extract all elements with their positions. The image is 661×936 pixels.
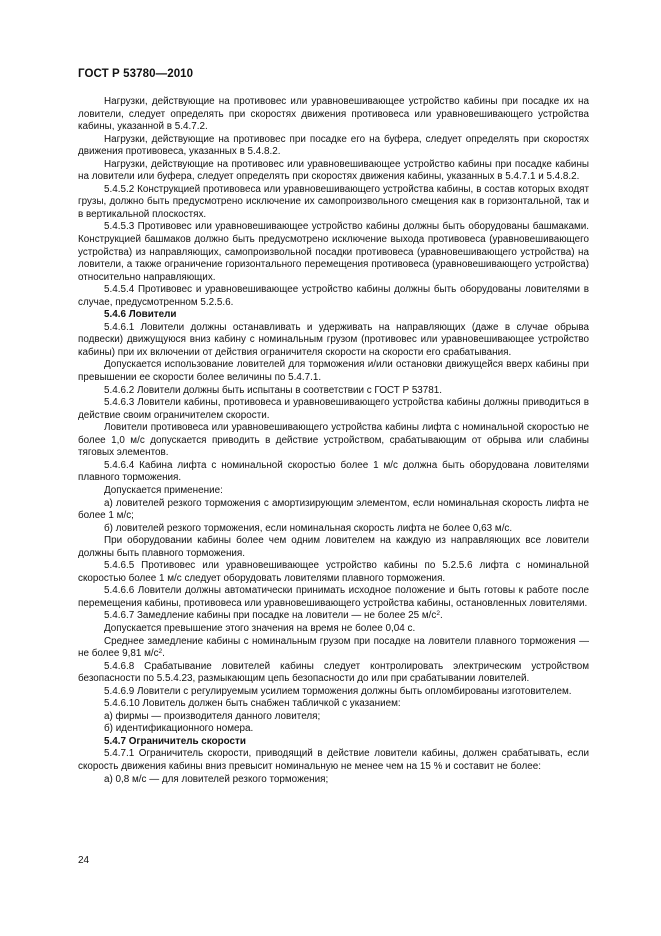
paragraph: 5.4.7.1 Ограничитель скорости, приводящий в действие ловители кабины, должен срабатывать, если скорость движения кабины вниз превысит номинальную не менее чем на 15 % и составит не более: xyxy=(78,748,589,772)
paragraph: 5.4.6.1 Ловители должны останавливать и удерживать на направляющих (даже в случае обрыва подвески) движущуюся вниз кабину с номинальным грузом (противовес или уравновешивающее устройство кабины) при их включении от действия ограничителя скорости на скорости его срабатывания. xyxy=(78,321,589,358)
document-header: ГОСТ Р 53780—2010 xyxy=(78,68,194,80)
paragraph: Среднее замедление кабины с номинальным грузом при посадке на ловители плавного торможения — не более 9,81 $м/с^2$. xyxy=(78,635,589,660)
paragraph: 5.4.6.7 Замедление кабины при посадке на ловители — не более 25 $м/с^2$. xyxy=(104,610,443,622)
list-item: б) идентификационного номера. xyxy=(104,723,254,735)
paragraph: Допускается превышение этого значения на время не более 0,04 с. xyxy=(104,622,416,634)
document-body xyxy=(78,96,589,786)
paragraph: 5.4.6.2 Ловители должны быть испытаны в соответствии с ГОСТ Р 53781. xyxy=(104,384,443,396)
list-item: б) ловителей резкого торможения, если номинальная скорость лифта не более 0,63 м/с. xyxy=(104,522,513,534)
paragraph: 5.4.6.10 Ловитель должен быть снабжен табличкой с указанием: xyxy=(104,698,401,710)
paragraph: Ловители противовеса или уравновешивающего устройства кабины лифта с номинальной скоростью не более 1,0 м/с допускается приводить в действие устройством, срабатывающим от обрыва или слабины тяговых элементов. xyxy=(78,422,589,459)
paragraph: 5.4.6.9 Ловители с регулируемым усилием торможения должны быть опломбированы изготовителем. xyxy=(104,685,572,697)
paragraph: 5.4.6.6 Ловители должны автоматически принимать исходное положение и быть готовы к работе после перемещения кабины, противовеса или уравновешивающего устройства кабины, остановленных ловителями. xyxy=(78,585,589,609)
paragraph: Допускается использование ловителей для торможения и/или остановки движущейся вверх кабины при превышении ее скорости более величины по 5.4.7.1. xyxy=(78,359,589,384)
paragraph: Нагрузки, действующие на противовес при посадке его на буфера, следует определять при скоростях движения противовеса, указанных в 5.4.8.2. xyxy=(78,133,589,158)
paragraph: 5.4.5.4 Противовес и уравновешивающее устройство кабины должны быть оборудованы ловителями в случае, предусмотренном 5.2.5.6. xyxy=(78,284,589,308)
paragraph: Нагрузки, действующие на противовес или уравновешивающее устройство кабины при посадке кабины на ловители или буфера, следует определять при скоростях движения кабины, указанных в 5.4.7.1 и 5.4.8.2. xyxy=(78,158,589,183)
paragraph: 5.4.5.3 Противовес или уравновешивающее устройство кабины должны быть оборудованы башмаками. Конструкцией башмаков должно быть предусмотрено исключение выхода противовеса (уравновешивающего устройства) из направляющих, самопроизвольной посадки противовеса (уравновешивающего устройства) на ловители, а также ограничение горизонтального перемещения противовеса (уравновешивающего устройства) относительно направляющих. xyxy=(78,221,589,283)
list-item: а) 0,8 м/с — для ловителей резкого торможения; xyxy=(104,773,329,785)
paragraph: Допускается применение: xyxy=(104,484,223,496)
paragraph: 5.4.6.3 Ловители кабины, противовеса и уравновешивающего устройства кабины должны приводиться в действие своим ограничителем скорости. xyxy=(78,397,589,421)
section-heading: 5.4.7 Ограничитель скорости xyxy=(104,735,246,747)
section-heading: 5.4.6 Ловители xyxy=(104,309,177,321)
paragraph: Нагрузки, действующие на противовес или уравновешивающее устройство кабины при посадке их на ловители, следует определять при скоростях движения противовеса или уравновешивающего устройства кабины, указанной в 5.4.7.2. xyxy=(78,96,589,133)
paragraph: 5.4.6.5 Противовес или уравновешивающее устройство кабины по 5.2.5.6 лифта с номинальной скоростью более 1 м/с следует оборудовать ловителями плавного торможения. xyxy=(78,560,589,584)
list-item: а) фирмы — производителя данного ловителя; xyxy=(104,710,321,722)
paragraph: 5.4.6.8 Срабатывание ловителей кабины следует контролировать электрическим устройством безопасности по 5.5.4.23, размыкающим цепь безопасности до или при срабатывании ловителей. xyxy=(78,660,589,685)
list-item: а) ловителей резкого торможения с амортизирующим элементом, если номинальная скорость лифта не более 1 м/с; xyxy=(78,497,589,522)
page-number: 24 xyxy=(78,855,90,866)
paragraph: 5.4.6.4 Кабина лифта с номинальной скоростью более 1 м/с должна быть оборудована ловителями плавного торможения. xyxy=(78,459,589,484)
paragraph: 5.4.5.2 Конструкцией противовеса или уравновешивающего устройства кабины, в состав которых входят грузы, должно быть предусмотрено исключение их самопроизвольного смещения как в горизонтальной, так и в вертикальной плоскостях. xyxy=(78,183,589,220)
paragraph: При оборудовании кабины более чем одним ловителем на каждую из направляющих все ловители должны быть плавного торможения. xyxy=(78,535,589,559)
